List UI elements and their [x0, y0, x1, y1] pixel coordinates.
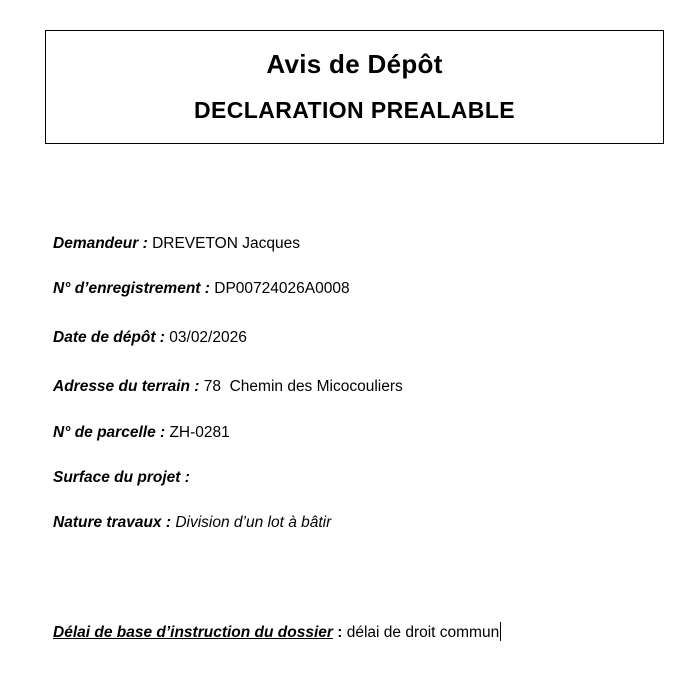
text-cursor — [500, 622, 501, 641]
field-adresse — [53, 378, 403, 396]
field-value-adresse: 78 Chemin des Micocouliers — [203, 378, 403, 395]
field-value-nature: Division d’un lot à bâtir — [175, 514, 332, 531]
field-date-depot — [53, 329, 247, 347]
field-parcelle — [53, 424, 230, 442]
document-subtitle: DECLARATION PREALABLE — [193, 97, 516, 123]
field-label-adresse: Adresse du terrain : — [53, 378, 200, 395]
field-label-enregistrement: N° d’enregistrement : — [53, 280, 210, 297]
field-label-surface: Surface du projet : — [53, 469, 190, 486]
field-demandeur — [53, 235, 300, 253]
field-label-demandeur: Demandeur : — [53, 235, 148, 252]
field-value-demandeur: DREVETON Jacques — [152, 235, 300, 252]
field-nature — [53, 514, 331, 532]
field-value-parcelle: ZH-0281 — [169, 424, 230, 441]
field-label-delai: Délai de base d’instruction du dossier — [53, 624, 333, 641]
field-label-date-depot: Date de dépôt : — [53, 329, 165, 346]
field-value-date-depot: 03/02/2026 — [169, 329, 247, 346]
field-value-delai[interactable]: délai de droit commun — [346, 624, 500, 641]
field-label-nature: Nature travaux : — [53, 514, 172, 531]
document-title: Avis de Dépôt — [266, 49, 443, 79]
field-delai — [53, 622, 501, 642]
field-label-parcelle: N° de parcelle : — [53, 424, 166, 441]
field-surface — [53, 469, 190, 487]
field-value-enregistrement: DP00724026A0008 — [214, 280, 350, 297]
field-separator-delai: : — [332, 624, 343, 641]
title-box — [45, 30, 664, 144]
field-enregistrement — [53, 280, 350, 298]
